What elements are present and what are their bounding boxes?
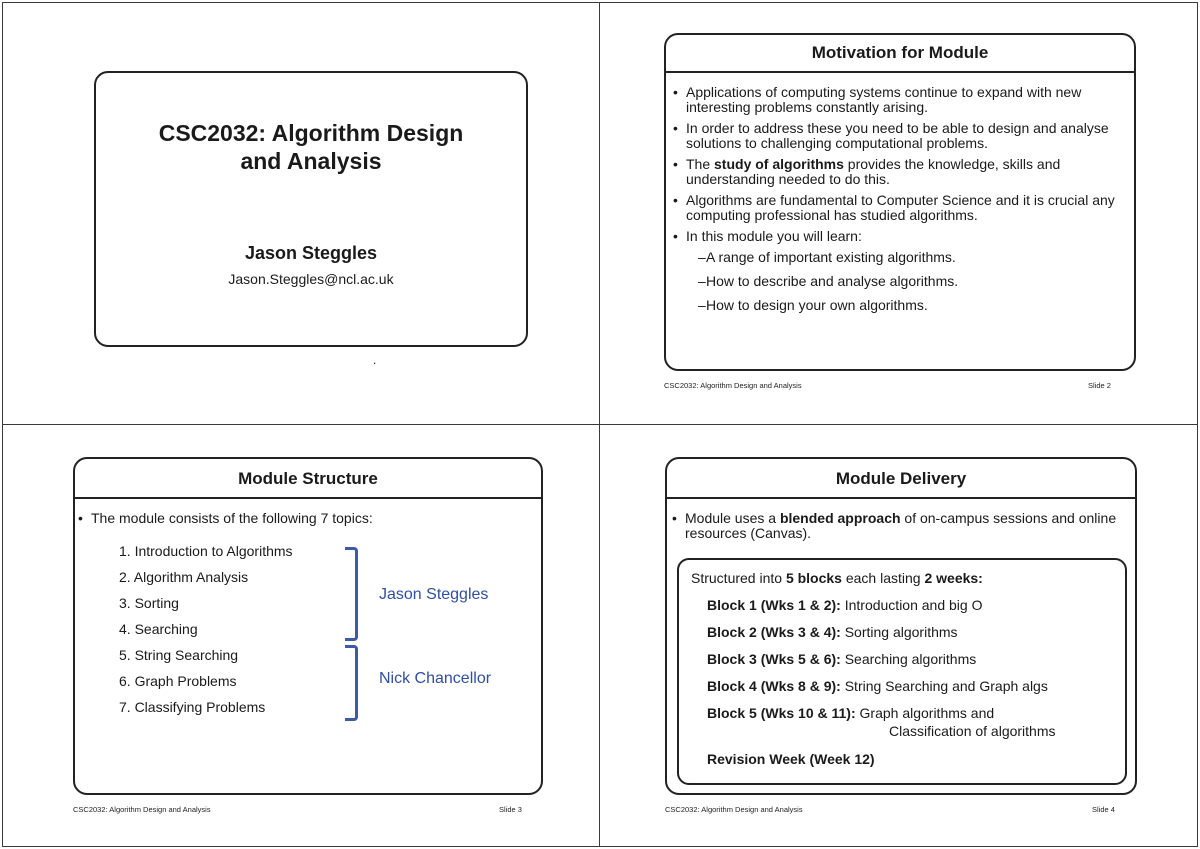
bullet-text: of on-campus sessions and online resources (Canvas). [685,510,1117,541]
slide-frame [664,33,1136,371]
bullet-text: The [686,156,715,172]
bullet-list [669,511,1129,547]
bullet-list [670,85,1130,322]
block-row [707,705,994,721]
slide-title: Module Delivery [835,469,967,488]
title-line-2: and Analysis [240,148,382,174]
block-row [707,651,976,667]
topic-item: 2. Algorithm Analysis [119,569,249,585]
topic-item: 4. Searching [119,621,198,637]
bullet-text: provides the knowledge, skills and understanding needed to do this. [686,156,1061,187]
block-row [707,678,1048,694]
block-text: Sorting algorithms [840,624,958,640]
block-label: Block 3 (Wks 5 & 6): [707,651,841,667]
topic-item: 3. Sorting [119,595,179,611]
slide-number: Slide 3 [499,805,522,814]
slide-3 [2,424,600,847]
title-divider [666,71,1134,73]
slide-frame [665,457,1137,795]
bullet-item: • The module consists of the following 7 topics: [75,511,535,526]
slide-footer: CSC2032: Algorithm Design and Analysis [665,805,803,814]
title-frame [94,71,528,347]
text: Structured into [691,570,786,586]
bullet-item [670,157,1130,187]
topic-item: 5. String Searching [119,647,239,663]
block-label: Block 5 (Wks 10 & 11): [707,705,856,721]
slide-title: Motivation for Module [811,43,989,62]
slide-number: Slide 2 [1088,381,1111,390]
bullet-item: • Algorithms are fundamental to Computer Science and it is crucial any computing professional has studied algorithms. [670,193,1130,223]
text: each lasting [841,570,925,586]
bullet-item [669,511,1129,541]
emphasis: 5 blocks [785,570,842,586]
block-text: Introduction and big O [840,597,983,613]
block-text: Searching algorithms [840,651,977,667]
slide-number: Slide 4 [1092,805,1115,814]
structure-intro [691,570,983,586]
slide-title [96,119,526,175]
slide-title: Module Structure [238,469,378,488]
bullet-item: • In this module you will learn: [670,229,1130,244]
block-label: Block 4 (Wks 8 & 9): [707,678,841,694]
blocks-box [677,558,1127,785]
sub-bullet-item: – How to describe and analyse algorithms. [670,274,1130,289]
topic-item: 6. Graph Problems [119,673,237,689]
slide-1 [2,2,600,425]
bracket-jason [345,547,358,641]
block-row [707,597,982,613]
bullet-item: • In order to address these you need to be able to design and analyse solutions to challenging computational problems. [670,121,1130,151]
author-name: Jason Steggles [244,243,378,263]
slide-footer: CSC2032: Algorithm Design and Analysis [664,381,802,390]
title-line-1: CSC2032: Algorithm Design [158,120,464,146]
lecturer-nick: Nick Chancellor [379,670,492,687]
bracket-nick [345,645,358,721]
block-text-continued: Classification of algorithms [889,723,1056,739]
topic-item: 7. Classifying Problems [119,699,266,715]
lecturer-jason: Jason Steggles [379,586,489,603]
bullet-emphasis: study of algorithms [714,156,844,172]
bullet-text: Module uses a [685,510,780,526]
sub-bullet-item: – How to design your own algorithms. [670,298,1130,313]
slide-4 [599,424,1198,847]
bullet-emphasis: blended approach [779,510,901,526]
sub-bullet-item: – A range of important existing algorithms. [670,250,1130,265]
title-divider [75,497,541,499]
topic-list [119,543,293,725]
bullet-item: • Applications of computing systems continue to expand with new interesting problems constantly arising. [670,85,1130,115]
emphasis: 2 weeks: [924,570,983,586]
stray-dot: . [373,353,377,367]
slide-frame [73,457,543,795]
block-text: String Searching and Graph algs [840,678,1048,694]
block-label: Block 2 (Wks 3 & 4): [707,624,841,640]
title-divider [667,497,1135,499]
slide-footer: CSC2032: Algorithm Design and Analysis [73,805,211,814]
bullet-list [75,511,535,532]
revision-week: Revision Week (Week 12) [707,751,875,767]
author-email: Jason.Steggles@ncl.ac.uk [228,271,394,287]
slide-2 [599,2,1198,425]
block-row [707,624,958,640]
block-text: Graph algorithms and [855,705,995,721]
block-label: Block 1 (Wks 1 & 2): [707,597,841,613]
topic-item: 1. Introduction to Algorithms [119,543,293,559]
